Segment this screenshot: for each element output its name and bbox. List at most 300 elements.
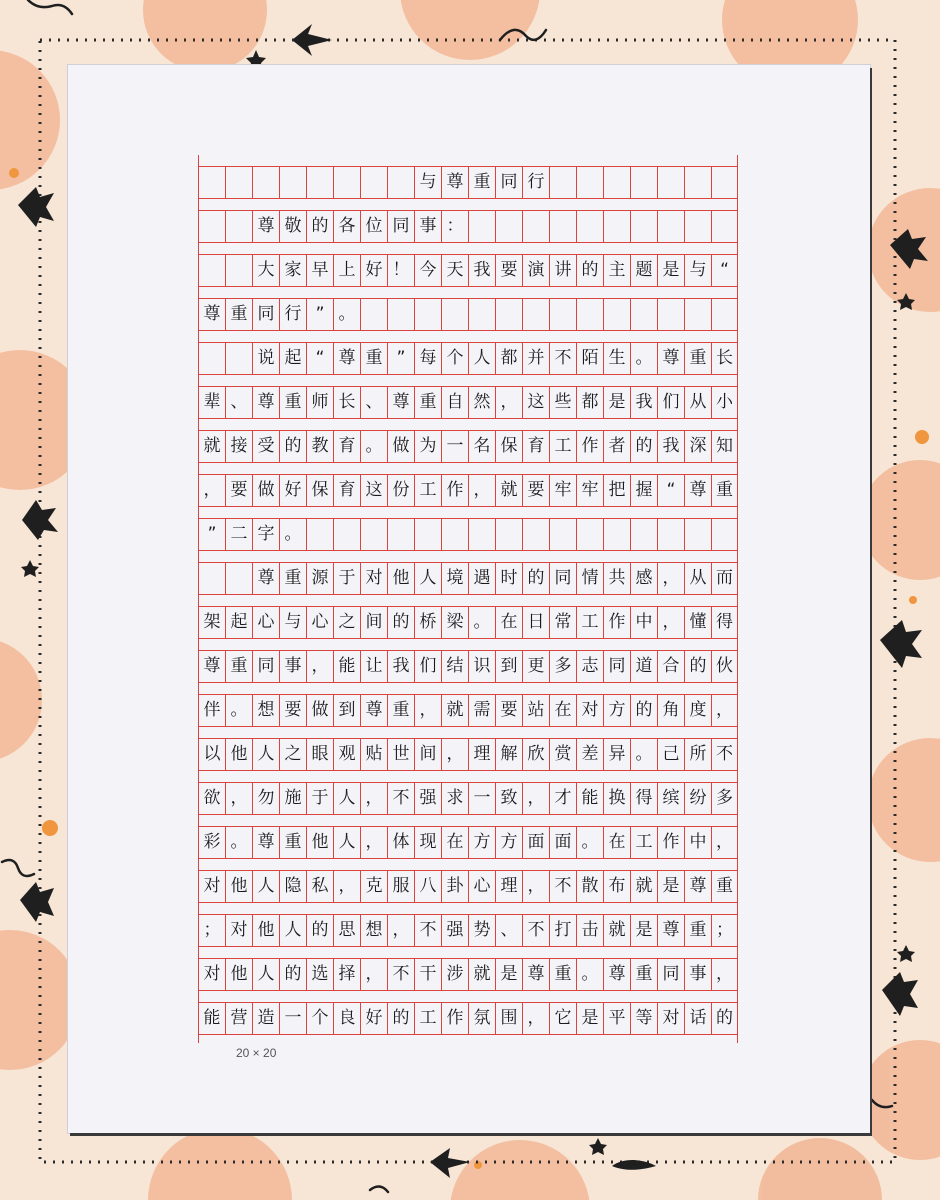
grid-cell: 牢 <box>576 475 603 506</box>
grid-cell: 尊 <box>522 959 549 990</box>
grid-cell: 欲 <box>198 783 225 814</box>
grid-cell: 他 <box>387 563 414 594</box>
grid-cell <box>333 167 360 198</box>
grid-cell <box>198 211 225 242</box>
grid-cell: 与 <box>414 167 441 198</box>
grid-row <box>198 947 738 991</box>
grid-cell: 伴 <box>198 695 225 726</box>
grid-cell: 境 <box>441 563 468 594</box>
grid-cell: 尊 <box>441 167 468 198</box>
row-spacer <box>198 375 738 386</box>
grid-cell: 纷 <box>684 783 711 814</box>
grid-row <box>198 727 738 771</box>
grid-cell <box>306 167 333 198</box>
grid-cells <box>198 914 738 947</box>
grid-cell: 。 <box>225 695 252 726</box>
grid-cell: 话 <box>684 1003 711 1034</box>
grid-cell: 心 <box>306 607 333 638</box>
grid-cell: 对 <box>198 959 225 990</box>
grid-cell: ， <box>360 959 387 990</box>
grid-cell: 作 <box>576 431 603 462</box>
grid-cell: 尊 <box>684 475 711 506</box>
grid-cell: 工 <box>549 431 576 462</box>
grid-cell <box>360 167 387 198</box>
grid-cell: 作 <box>441 1003 468 1034</box>
grid-cell: 的 <box>306 211 333 242</box>
grid-cell: 就 <box>198 431 225 462</box>
grid-row <box>198 287 738 331</box>
grid-cell: 尊 <box>252 563 279 594</box>
grid-cell: 、 <box>225 387 252 418</box>
grid-cell: 源 <box>306 563 333 594</box>
grid-cell: 个 <box>306 1003 333 1034</box>
grid-row <box>198 375 738 419</box>
grid-cell: 个 <box>441 343 468 374</box>
grid-cell: 。 <box>576 827 603 858</box>
grid-cell: 架 <box>198 607 225 638</box>
row-spacer <box>198 463 738 474</box>
grid-cells <box>198 958 738 991</box>
grid-cell: 好 <box>360 255 387 286</box>
grid-cell <box>198 563 225 594</box>
grid-cell <box>279 167 306 198</box>
grid-cell: 。 <box>360 431 387 462</box>
grid-cell: 长 <box>711 343 738 374</box>
grid-cell: 的 <box>711 1003 738 1034</box>
grid-cell: 育 <box>333 475 360 506</box>
grid-cell: 自 <box>441 387 468 418</box>
grid-cell: 道 <box>630 651 657 682</box>
grid-cell: 是 <box>495 959 522 990</box>
grid-cell: 重 <box>549 959 576 990</box>
grid-cell: 得 <box>630 783 657 814</box>
grid-cell: 理 <box>495 871 522 902</box>
grid-cell: 时 <box>495 563 522 594</box>
grid-cell <box>198 255 225 286</box>
grid-cell <box>360 519 387 550</box>
grid-cell: 人 <box>279 915 306 946</box>
grid-cell: 他 <box>252 915 279 946</box>
grid-cell: 干 <box>414 959 441 990</box>
grid-cell: 日 <box>522 607 549 638</box>
grid-cell: 名 <box>468 431 495 462</box>
grid-cell: 感 <box>630 563 657 594</box>
grid-cell: 不 <box>711 739 738 770</box>
grid-cell: 志 <box>576 651 603 682</box>
grid-cell: 隐 <box>279 871 306 902</box>
grid-cell: 育 <box>522 431 549 462</box>
grid-cell: 于 <box>333 563 360 594</box>
grid-cell <box>630 299 657 330</box>
grid-cell: ” <box>387 343 414 374</box>
grid-cell: 同 <box>603 651 630 682</box>
grid-cells <box>198 386 738 419</box>
grid-cell: 换 <box>603 783 630 814</box>
grid-cell: 握 <box>630 475 657 506</box>
grid-cell: 各 <box>333 211 360 242</box>
grid-cell: 平 <box>603 1003 630 1034</box>
grid-cell: 尊 <box>387 387 414 418</box>
grid-cell: 对 <box>360 563 387 594</box>
grid-cell: 讲 <box>549 255 576 286</box>
grid-cell: 需 <box>468 695 495 726</box>
grid-cell: 。 <box>279 519 306 550</box>
grid-cell: 同 <box>252 299 279 330</box>
grid-cell: 勿 <box>252 783 279 814</box>
grid-cell: 就 <box>495 475 522 506</box>
grid-cell: 间 <box>414 739 441 770</box>
grid-cell: 尊 <box>198 651 225 682</box>
grid-cell: 就 <box>630 871 657 902</box>
grid-cell: 把 <box>603 475 630 506</box>
grid-cell: 。 <box>576 959 603 990</box>
grid-cell: 布 <box>603 871 630 902</box>
grid-cell: 世 <box>387 739 414 770</box>
grid-cell: ； <box>711 915 738 946</box>
grid-cell <box>468 211 495 242</box>
grid-row <box>198 903 738 947</box>
grid-cell: 强 <box>441 915 468 946</box>
grid-cell: 辈 <box>198 387 225 418</box>
grid-cell: 的 <box>279 959 306 990</box>
grid-cells <box>198 738 738 771</box>
grid-cell: 天 <box>441 255 468 286</box>
grid-cell: 方 <box>495 827 522 858</box>
grid-cell: 每 <box>414 343 441 374</box>
grid-cell: 对 <box>576 695 603 726</box>
grid-cell: 重 <box>225 651 252 682</box>
grid-cell <box>603 211 630 242</box>
row-spacer <box>198 199 738 210</box>
grid-cell: 同 <box>252 651 279 682</box>
grid-cell: 教 <box>306 431 333 462</box>
grid-cell: 到 <box>333 695 360 726</box>
grid-cell: 二 <box>225 519 252 550</box>
grid-cell: 尊 <box>252 827 279 858</box>
grid-cell: 师 <box>306 387 333 418</box>
grid-cell: 说 <box>252 343 279 374</box>
grid-cell: 之 <box>333 607 360 638</box>
grid-cells <box>198 474 738 507</box>
grid-cell <box>657 519 684 550</box>
grid-cell: 氛 <box>468 1003 495 1034</box>
grid-cell: 接 <box>225 431 252 462</box>
grid-cell: 工 <box>414 1003 441 1034</box>
grid-row <box>198 155 738 199</box>
grid-cell: 要 <box>495 695 522 726</box>
grid-cell <box>657 211 684 242</box>
grid-cell: 这 <box>522 387 549 418</box>
grid-cell: 心 <box>252 607 279 638</box>
grid-cell: 行 <box>279 299 306 330</box>
grid-cell: 尊 <box>603 959 630 990</box>
grid-row <box>198 551 738 595</box>
grid-cell: 遇 <box>468 563 495 594</box>
grid-cell: 这 <box>360 475 387 506</box>
grid-cell <box>414 519 441 550</box>
grid-cell: 尊 <box>252 211 279 242</box>
grid-cell: 都 <box>495 343 522 374</box>
grid-cell: 育 <box>333 431 360 462</box>
grid-cells <box>198 210 738 243</box>
grid-cell: 心 <box>468 871 495 902</box>
grid-cell: 是 <box>603 387 630 418</box>
grid-cells <box>198 650 738 683</box>
row-spacer <box>198 331 738 342</box>
grid-cell: 在 <box>495 607 522 638</box>
grid-cell: 强 <box>414 783 441 814</box>
grid-cell: 它 <box>549 1003 576 1034</box>
grid-cell: 的 <box>630 431 657 462</box>
grid-cells <box>198 518 738 551</box>
grid-row <box>198 595 738 639</box>
grid-cell: 能 <box>333 651 360 682</box>
grid-cells <box>198 254 738 287</box>
grid-cell: 梁 <box>441 607 468 638</box>
grid-cell: ， <box>711 695 738 726</box>
grid-cell: 是 <box>657 255 684 286</box>
grid-cell: 尊 <box>360 695 387 726</box>
grid-cell: 然 <box>468 387 495 418</box>
grid-cell: 他 <box>225 871 252 902</box>
grid-cell: 赏 <box>549 739 576 770</box>
grid-cell: 异 <box>603 739 630 770</box>
grid-cell <box>522 519 549 550</box>
grid-cell: 己 <box>657 739 684 770</box>
grid-cell: 保 <box>306 475 333 506</box>
grid-cell: 、 <box>360 387 387 418</box>
grid-cell: 中 <box>630 607 657 638</box>
grid-cell: 重 <box>279 387 306 418</box>
row-spacer <box>198 595 738 606</box>
grid-cells <box>198 562 738 595</box>
grid-cell <box>549 299 576 330</box>
grid-cell <box>225 255 252 286</box>
grid-cell <box>306 519 333 550</box>
grid-cell <box>414 299 441 330</box>
grid-cell: 重 <box>630 959 657 990</box>
grid-cell: 同 <box>495 167 522 198</box>
grid-cell: 的 <box>522 563 549 594</box>
grid-cell: 观 <box>333 739 360 770</box>
grid-cell: 的 <box>387 1003 414 1034</box>
grid-cell: 我 <box>387 651 414 682</box>
grid-cell: 度 <box>684 695 711 726</box>
grid-cell: 结 <box>441 651 468 682</box>
grid-cell: 重 <box>711 871 738 902</box>
grid-cell <box>387 167 414 198</box>
grid-cell <box>711 519 738 550</box>
row-spacer <box>198 771 738 782</box>
grid-cell: 营 <box>225 1003 252 1034</box>
grid-cell <box>603 167 630 198</box>
grid-cell: 作 <box>603 607 630 638</box>
grid-row <box>198 639 738 683</box>
grid-cell: 主 <box>603 255 630 286</box>
grid-cell: 方 <box>603 695 630 726</box>
grid-cell: 造 <box>252 1003 279 1034</box>
grid-cells <box>198 166 738 199</box>
grid-cell: 人 <box>414 563 441 594</box>
grid-cell: 所 <box>684 739 711 770</box>
grid-cell <box>576 299 603 330</box>
grid-cell: 从 <box>684 563 711 594</box>
grid-cell: 击 <box>576 915 603 946</box>
grid-cell: “ <box>711 255 738 286</box>
grid-cell: 尊 <box>684 871 711 902</box>
grid-cell: 人 <box>252 959 279 990</box>
grid-cell <box>441 519 468 550</box>
grid-cell: 大 <box>252 255 279 286</box>
grid-cell <box>387 519 414 550</box>
grid-cell <box>576 211 603 242</box>
grid-cell: ， <box>387 915 414 946</box>
grid-row <box>198 463 738 507</box>
grid-cell <box>522 211 549 242</box>
grid-cell: 的 <box>684 651 711 682</box>
grid-cell <box>387 299 414 330</box>
grid-cell: 择 <box>333 959 360 990</box>
grid-size-label: 20 × 20 <box>236 1046 277 1060</box>
grid-cell: 想 <box>252 695 279 726</box>
grid-cell <box>603 519 630 550</box>
grid-cell: 良 <box>333 1003 360 1034</box>
grid-cell: 想 <box>360 915 387 946</box>
grid-cell <box>711 211 738 242</box>
grid-cell: 服 <box>387 871 414 902</box>
grid-cell <box>495 211 522 242</box>
grid-cell: 的 <box>306 915 333 946</box>
grid-cell: 不 <box>522 915 549 946</box>
grid-cells <box>198 782 738 815</box>
grid-row <box>198 419 738 463</box>
grid-cell: 重 <box>468 167 495 198</box>
grid-cell: 不 <box>387 783 414 814</box>
grid-cell: 工 <box>576 607 603 638</box>
grid-cell: 事 <box>279 651 306 682</box>
grid-cell: 人 <box>252 739 279 770</box>
grid-cell <box>468 519 495 550</box>
grid-cell: 一 <box>279 1003 306 1034</box>
grid-cell <box>225 167 252 198</box>
grid-cell: 才 <box>549 783 576 814</box>
grid-cell: 解 <box>495 739 522 770</box>
grid-cell: 重 <box>360 343 387 374</box>
grid-cell: 些 <box>549 387 576 418</box>
grid-cell: 要 <box>522 475 549 506</box>
grid-cell: 而 <box>711 563 738 594</box>
grid-cell: ， <box>657 607 684 638</box>
grid-cell: 上 <box>333 255 360 286</box>
grid-cell: 不 <box>549 871 576 902</box>
grid-cell: ， <box>522 1003 549 1034</box>
grid-cell: 工 <box>630 827 657 858</box>
grid-cell: ， <box>360 783 387 814</box>
row-spacer <box>198 947 738 958</box>
grid-cell: 敬 <box>279 211 306 242</box>
grid-cell: ， <box>360 827 387 858</box>
grid-cell: ” <box>306 299 333 330</box>
grid-cell: 做 <box>252 475 279 506</box>
grid-cell: ， <box>522 783 549 814</box>
grid-cell: 求 <box>441 783 468 814</box>
grid-cell: 一 <box>441 431 468 462</box>
grid-cell: 就 <box>468 959 495 990</box>
grid-cell: 同 <box>549 563 576 594</box>
grid-cell: ， <box>414 695 441 726</box>
grid-cell: 于 <box>306 783 333 814</box>
grid-cell: 尊 <box>657 915 684 946</box>
grid-cell: 势 <box>468 915 495 946</box>
grid-row <box>198 771 738 815</box>
grid-cell: 打 <box>549 915 576 946</box>
grid-cell: 懂 <box>684 607 711 638</box>
grid-cell: 作 <box>657 827 684 858</box>
grid-cell: 不 <box>549 343 576 374</box>
grid-cells <box>198 826 738 859</box>
grid-row <box>198 991 738 1035</box>
grid-cell: 就 <box>603 915 630 946</box>
grid-cell: 以 <box>198 739 225 770</box>
grid-cell: 散 <box>576 871 603 902</box>
row-spacer <box>198 419 738 430</box>
grid-cell: 行 <box>522 167 549 198</box>
grid-cell: ， <box>306 651 333 682</box>
grid-cells <box>198 298 738 331</box>
grid-cell: 一 <box>468 783 495 814</box>
grid-cell: 们 <box>657 387 684 418</box>
grid-cell: 角 <box>657 695 684 726</box>
grid-cell: 他 <box>225 739 252 770</box>
grid-cell: 长 <box>333 387 360 418</box>
grid-cell: 桥 <box>414 607 441 638</box>
grid-cell <box>711 167 738 198</box>
grid-cell <box>630 167 657 198</box>
grid-cell <box>684 299 711 330</box>
grid-cell: 与 <box>684 255 711 286</box>
row-spacer <box>198 991 738 1002</box>
grid-cell: ： <box>441 211 468 242</box>
grid-cell: ， <box>711 959 738 990</box>
grid-cell: 现 <box>414 827 441 858</box>
grid-cell: 工 <box>414 475 441 506</box>
grid-cell <box>630 211 657 242</box>
grid-cell: 合 <box>657 651 684 682</box>
grid-cell <box>630 519 657 550</box>
grid-row <box>198 243 738 287</box>
grid-cell: 陌 <box>576 343 603 374</box>
grid-cell: 。 <box>630 343 657 374</box>
grid-cell: 面 <box>549 827 576 858</box>
grid-cell: 我 <box>657 431 684 462</box>
grid-cell <box>225 211 252 242</box>
row-spacer <box>198 551 738 562</box>
grid-row <box>198 815 738 859</box>
grid-cell <box>549 519 576 550</box>
grid-cell: 围 <box>495 1003 522 1034</box>
manuscript-grid <box>198 155 738 1035</box>
row-spacer <box>198 815 738 826</box>
row-spacer <box>198 859 738 870</box>
grid-cell: 贴 <box>360 739 387 770</box>
grid-cell: 们 <box>414 651 441 682</box>
grid-cell: 人 <box>333 827 360 858</box>
grid-cell <box>576 167 603 198</box>
grid-cell <box>684 167 711 198</box>
grid-cell: ， <box>495 387 522 418</box>
row-spacer <box>198 683 738 694</box>
grid-cell: 理 <box>468 739 495 770</box>
